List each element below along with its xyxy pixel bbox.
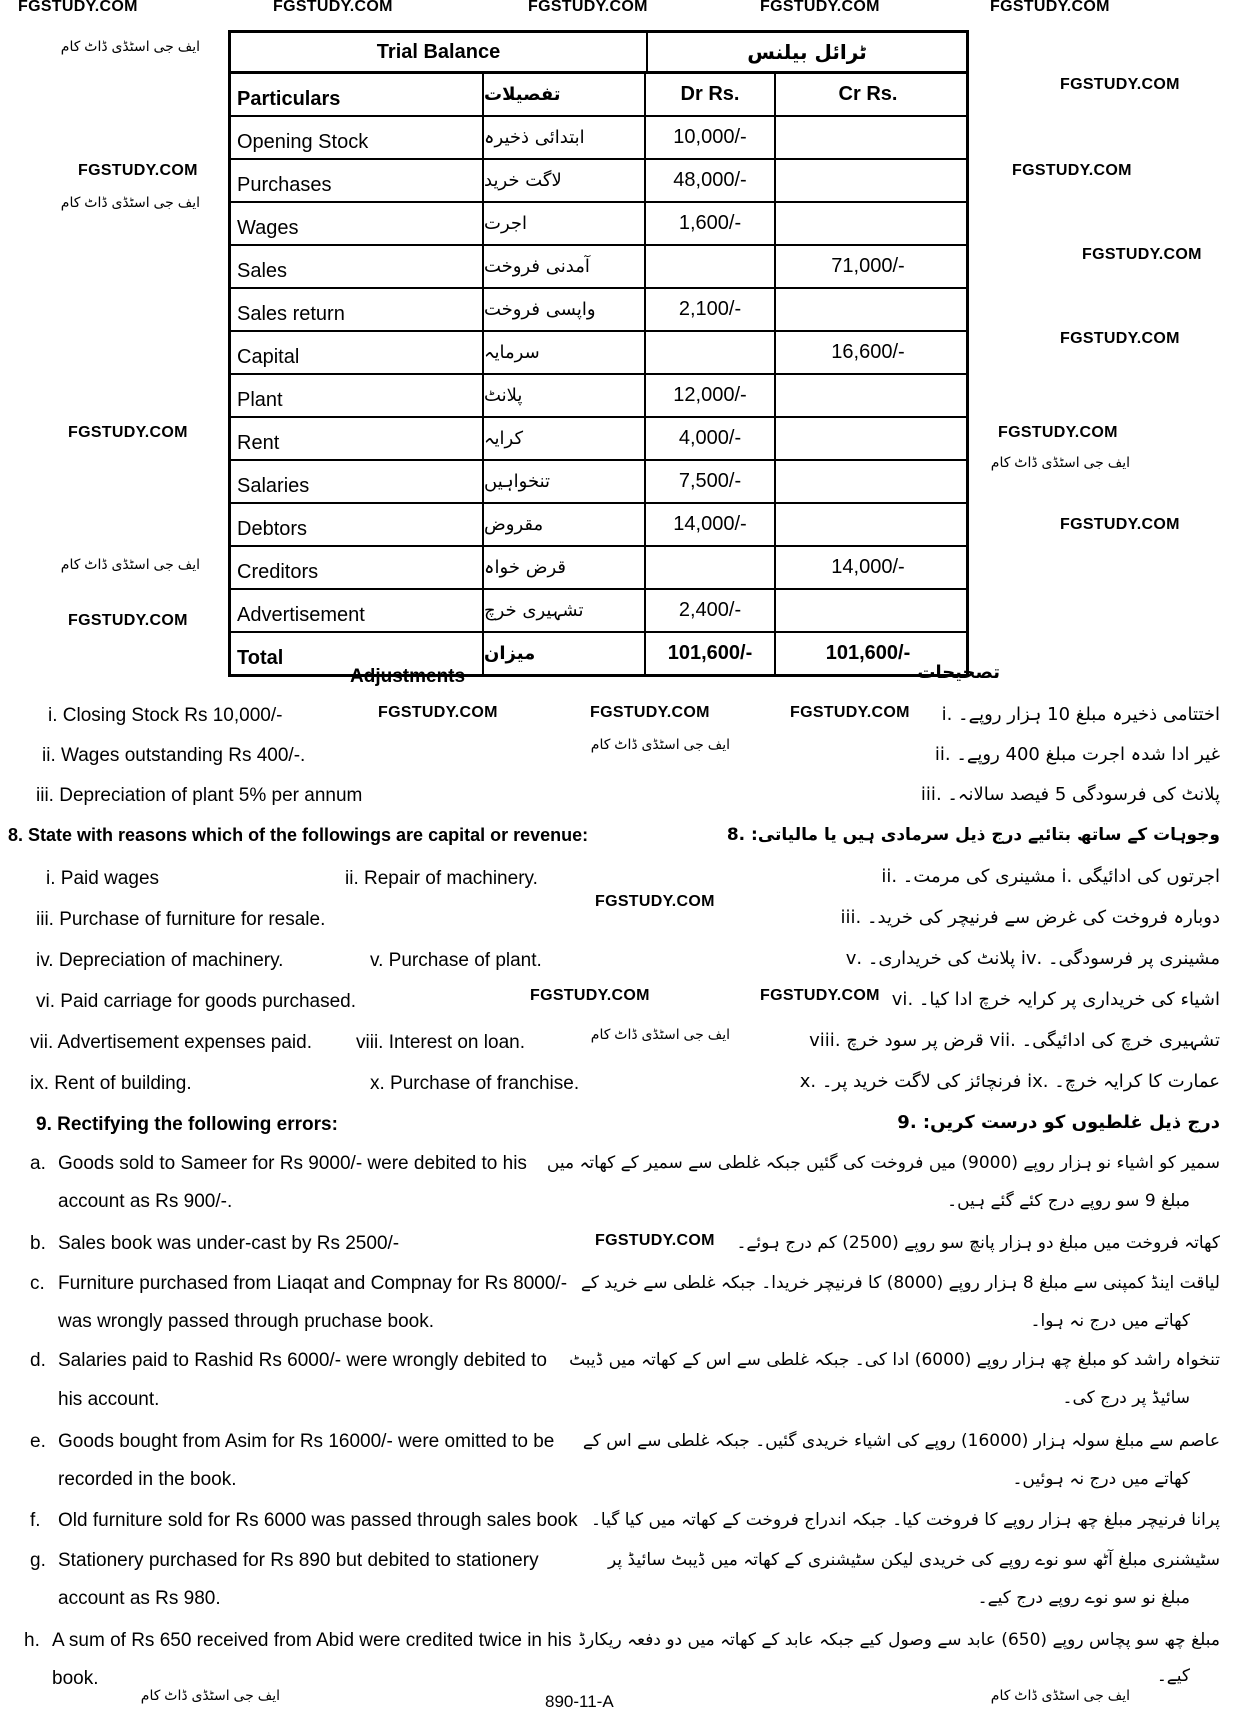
q8-item-urdu: عمارت کا کرایہ خرچ۔ .ix فرنچائز کی لاگت خرید پر۔ .x (799, 1071, 1220, 1092)
q9-item-urdu-line: عاصم سے مبلغ سولہ ہزار (16000) روپے کی اشیاء خریدی گئیں۔ جبکہ غلطی سے اس کے (582, 1431, 1220, 1451)
q9-item-urdu-line: لیاقت اینڈ کمپنی سے مبلغ 8 ہزار روپے (8000) کا فرنیچر خریدا۔ جبکہ غلطی سے خرید کے (580, 1273, 1220, 1293)
q9-item-urdu-line: سٹیشنری مبلغ آٹھ سو نوے روپے کی خریدی لیکن سٹیشنری کے کھاتہ میں ڈیبٹ سائیڈ پر (608, 1550, 1220, 1570)
table-row (231, 332, 966, 375)
watermark: FGSTUDY.COM (528, 0, 648, 15)
cell-urdu: میزان (484, 633, 646, 674)
q9-item-line: account as Rs 900/-. (58, 1191, 233, 1212)
cell-urdu: پلانٹ (484, 375, 646, 416)
cell-urdu: ابتدائی ذخیرہ (484, 117, 646, 158)
cell-particular: Rent (231, 418, 484, 459)
cell-particular: Capital (231, 332, 484, 373)
header-dr: Dr Rs. (646, 74, 776, 115)
q9-item-line: Goods bought from Asim for Rs 16000/- were omitted to be (58, 1431, 555, 1452)
watermark: FGSTUDY.COM (68, 424, 188, 441)
q8-item-urdu: اشیاء کی خریداری پر کرایہ خرچ ادا کیا۔ .vi (891, 989, 1220, 1010)
q8-item-urdu: دوبارہ فروخت کی غرض سے فرنیچر کی خرید۔ .iii (840, 907, 1220, 928)
q9-item-urdu-line: پرانا فرنیچر مبلغ چھ ہزار روپے کا فروخت کیا۔ جبکہ اندراج فروخت کے کھاتہ میں کیا گیا۔ (590, 1510, 1220, 1530)
cell-cr (776, 375, 960, 416)
cell-dr (646, 547, 776, 588)
table-header-row (231, 74, 966, 117)
q8-item: iii. Purchase of furniture for resale. (36, 909, 326, 930)
cell-particular: Debtors (231, 504, 484, 545)
cell-dr: 4,000/- (646, 418, 776, 459)
watermark: FGSTUDY.COM (78, 162, 198, 179)
cell-urdu: لاگت خرید (484, 160, 646, 201)
cell-dr: 10,000/- (646, 117, 776, 158)
watermark: FGSTUDY.COM (998, 424, 1118, 441)
q9-item-line: Salaries paid to Rashid Rs 6000/- were wrongly debited to (58, 1350, 547, 1371)
watermark-urdu: ایف جی اسٹڈی ڈاٹ کام (590, 1026, 730, 1042)
q9-item-line: Sales book was under-cast by Rs 2500/- (58, 1233, 400, 1254)
q9-item-line: book. (52, 1668, 99, 1689)
watermark-urdu: ایف جی اسٹڈی ڈاٹ کام (60, 556, 200, 572)
table-row (231, 203, 966, 246)
adjustments-title-urdu: تصحیحات (917, 662, 1000, 683)
adjustment-item: i. Closing Stock Rs 10,000/- (48, 705, 283, 726)
table-row (231, 246, 966, 289)
trial-balance-table (228, 30, 969, 677)
cell-particular: Purchases (231, 160, 484, 201)
q9-item-urdu-line: مبلغ چھ سو پچاس روپے (650) عابد سے وصول کیے جبکہ عابد کے کھاتہ میں دو دفعہ ریکارڈ (578, 1630, 1220, 1650)
q9-item-urdu-line: کیے۔ (1156, 1666, 1190, 1686)
cell-urdu: مقروض (484, 504, 646, 545)
table-row (231, 117, 966, 160)
watermark-urdu: ایف جی اسٹڈی ڈاٹ کام (140, 1687, 280, 1703)
q8-item: i. Paid wages (46, 868, 160, 889)
watermark: FGSTUDY.COM (1060, 76, 1180, 93)
q8-item: x. Purchase of franchise. (370, 1073, 580, 1094)
q8-item: iv. Depreciation of machinery. (36, 950, 284, 971)
cell-particular: Wages (231, 203, 484, 244)
table-row (231, 504, 966, 547)
q8-title-urdu: وجوہات کے ساتھ بتائیے درج ذیل سرمادی ہیں یا مالیاتی: .8 (726, 825, 1220, 845)
adjustments-title: Adjustments (350, 666, 466, 687)
q9-item-line: Furniture purchased from Liaqat and Compnay for Rs 8000/- (58, 1273, 568, 1294)
table-row (231, 418, 966, 461)
q9-item-urdu-line: تنخواہ راشد کو مبلغ چھ ہزار روپے (6000) ادا کی۔ جبکہ غلطی سے اس کے کھاتہ میں ڈیبٹ (569, 1350, 1220, 1370)
table-row (231, 375, 966, 418)
q8-item: ii. Repair of machinery. (345, 868, 538, 889)
table-row (231, 289, 966, 332)
q9-item-urdu-line: سائیڈ پر درج کی۔ (1062, 1388, 1190, 1408)
cell-cr (776, 504, 960, 545)
watermark: FGSTUDY.COM (590, 704, 710, 721)
watermark: FGSTUDY.COM (1060, 516, 1180, 533)
cell-cr: 101,600/- (825, 642, 911, 664)
cell-urdu: کرایہ (484, 418, 646, 459)
table-title-urdu: ٹرائل بیلنس (747, 40, 867, 64)
q9-label: d. (30, 1350, 46, 1371)
q9-label: e. (30, 1431, 46, 1452)
cell-dr: 2,100/- (646, 289, 776, 330)
watermark: FGSTUDY.COM (1060, 330, 1180, 347)
q9-item-urdu-line: مبلغ نو سو نوے روپے درج کیے۔ (977, 1588, 1190, 1608)
cell-urdu: اجرت (484, 203, 646, 244)
table-row (231, 461, 966, 504)
watermark-urdu: ایف جی اسٹڈی ڈاٹ کام (590, 736, 730, 752)
q9-label: b. (30, 1233, 46, 1254)
table-row (231, 547, 966, 590)
watermark: FGSTUDY.COM (790, 704, 910, 721)
watermark: FGSTUDY.COM (595, 893, 715, 910)
q9-item-urdu-line: مبلغ 9 سو روپے درج کئے گئے ہیں۔ (947, 1191, 1190, 1211)
q8-item-urdu: مشینری پر فرسودگی۔ .iv پلانٹ کی خریداری۔ .v (845, 948, 1220, 969)
cell-cr (776, 590, 960, 631)
q9-title-urdu: درج ذیل غلطیوں کو درست کریں: .9 (897, 1112, 1220, 1133)
cell-cr (776, 461, 960, 502)
watermark: FGSTUDY.COM (595, 1232, 715, 1249)
cell-dr (646, 332, 776, 373)
watermark: FGSTUDY.COM (273, 0, 393, 15)
q8-item: ix. Rent of building. (30, 1073, 192, 1094)
cell-cr: 14,000/- (831, 556, 905, 578)
q9-label: g. (30, 1550, 46, 1571)
table-title: Trial Balance (231, 33, 648, 71)
cell-urdu: تنخواہیں (484, 461, 646, 502)
cell-particular: Opening Stock (231, 117, 484, 158)
cell-particular: Salaries (231, 461, 484, 502)
paper-code: 890-11-A (545, 1692, 614, 1711)
q8-title: 8. State with reasons which of the followings are capital or revenue: (8, 825, 589, 845)
cell-particular: Total (231, 633, 484, 674)
q9-item-line: was wrongly passed through pruchase book. (58, 1311, 435, 1332)
header-particulars: Particulars (231, 74, 484, 115)
q8-item: vii. Advertisement expenses paid. (30, 1032, 312, 1053)
table-total-row (231, 633, 966, 674)
watermark: FGSTUDY.COM (760, 987, 880, 1004)
cell-urdu: واپسی فروخت (484, 289, 646, 330)
q9-label: c. (30, 1273, 45, 1294)
watermark: FGSTUDY.COM (18, 0, 138, 15)
q8-item-urdu: اجرتوں کی ادائیگی .i مشینری کی مرمت۔ .ii (881, 866, 1220, 887)
watermark-urdu: ایف جی اسٹڈی ڈاٹ کام (990, 454, 1130, 470)
cell-dr: 48,000/- (646, 160, 776, 201)
watermark: FGSTUDY.COM (530, 987, 650, 1004)
cell-particular: Plant (231, 375, 484, 416)
q9-item-urdu-line: کھاتے میں درج نہ ہوئیں۔ (1012, 1469, 1190, 1489)
cell-particular: Sales return (231, 289, 484, 330)
table-row (231, 160, 966, 203)
header-urdu: تفصیلات (484, 74, 646, 115)
watermark: FGSTUDY.COM (378, 704, 498, 721)
watermark: FGSTUDY.COM (760, 0, 880, 15)
table-row (231, 590, 966, 633)
cell-dr (646, 246, 776, 287)
watermark: FGSTUDY.COM (1082, 246, 1202, 263)
cell-dr: 12,000/- (646, 375, 776, 416)
q8-item: viii. Interest on loan. (356, 1032, 525, 1053)
cell-cr: 71,000/- (831, 255, 905, 277)
q8-item: vi. Paid carriage for goods purchased. (36, 991, 357, 1012)
adjustment-item: iii. Depreciation of plant 5% per annum (36, 785, 363, 806)
cell-dr: 101,600/- (646, 633, 776, 674)
q9-item-line: A sum of Rs 650 received from Abid were credited twice in his (52, 1630, 572, 1651)
q9-item-line: account as Rs 980. (58, 1588, 221, 1609)
watermark: FGSTUDY.COM (1012, 162, 1132, 179)
cell-dr: 2,400/- (646, 590, 776, 631)
cell-urdu: قرض خواہ (484, 547, 646, 588)
adjustment-item-urdu: اختتامی ذخیرہ مبلغ 10 ہزار روپے۔ .i (941, 704, 1220, 725)
cell-cr (776, 203, 960, 244)
cell-cr (776, 289, 960, 330)
watermark: FGSTUDY.COM (990, 0, 1110, 15)
watermark-urdu: ایف جی اسٹڈی ڈاٹ کام (60, 194, 200, 210)
adjustment-item-urdu: پلانٹ کی فرسودگی 5 فیصد سالانہ۔ .iii (920, 784, 1220, 805)
q9-item-line: recorded in the book. (58, 1469, 237, 1490)
header-cr: Cr Rs. (838, 83, 898, 105)
cell-dr: 14,000/- (646, 504, 776, 545)
cell-cr (776, 418, 960, 459)
cell-urdu: آمدنی فروخت (484, 246, 646, 287)
adjustment-item: ii. Wages outstanding Rs 400/-. (42, 745, 306, 766)
cell-particular: Sales (231, 246, 484, 287)
cell-particular: Creditors (231, 547, 484, 588)
q9-item-urdu-line: کھاتے میں درج نہ ہوا۔ (1030, 1311, 1190, 1331)
cell-dr: 7,500/- (646, 461, 776, 502)
q9-item-line: his account. (58, 1389, 160, 1410)
cell-cr: 16,600/- (831, 341, 905, 363)
q9-item-urdu-line: سمیر کو اشیاء نو ہزار روپے (9000) میں فروخت کی گئیں جبکہ غلطی سے سمیر کے کھاتہ میں (546, 1153, 1220, 1173)
q9-title: 9. Rectifying the following errors: (36, 1114, 338, 1135)
watermark-urdu: ایف جی اسٹڈی ڈاٹ کام (60, 38, 200, 54)
q9-item-line: Old furniture sold for Rs 6000 was passed through sales book (58, 1510, 578, 1531)
cell-dr: 1,600/- (646, 203, 776, 244)
q9-item-line: Goods sold to Sameer for Rs 9000/- were debited to his (58, 1153, 527, 1174)
cell-urdu: سرمایہ (484, 332, 646, 373)
cell-particular: Advertisement (231, 590, 484, 631)
q9-label: f. (30, 1510, 41, 1531)
q8-item: v. Purchase of plant. (370, 950, 542, 971)
watermark: FGSTUDY.COM (68, 612, 188, 629)
q9-label: h. (24, 1630, 40, 1651)
watermark-urdu: ایف جی اسٹڈی ڈاٹ کام (990, 1687, 1130, 1703)
adjustment-item-urdu: غیر ادا شدہ اجرت مبلغ 400 روپے۔ .ii (934, 744, 1220, 765)
q9-item-urdu-line: کھاتہ فروخت میں مبلغ دو ہزار پانچ سو روپے (2500) کم درج ہوئے۔ (736, 1233, 1220, 1253)
cell-urdu: تشہیری خرچ (484, 590, 646, 631)
q9-item-line: Stationery purchased for Rs 890 but debited to stationery (58, 1550, 539, 1571)
cell-cr (776, 117, 960, 158)
q8-item-urdu: تشہیری خرچ کی ادائیگی۔ .vii قرض پر سود خرچ .viii (809, 1030, 1220, 1051)
q9-label: a. (30, 1153, 46, 1174)
cell-cr (776, 160, 960, 201)
